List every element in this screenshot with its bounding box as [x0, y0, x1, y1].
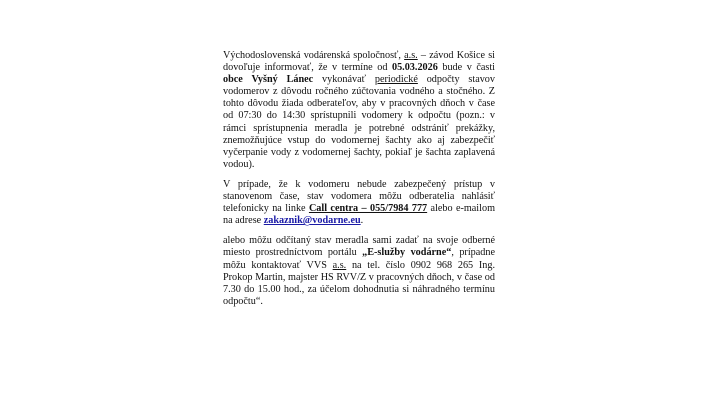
- company-abbrev: a.s.: [332, 259, 347, 271]
- paragraph-portal-contact: [223, 235, 495, 308]
- text-run: alebo e-mailom na adrese: [223, 203, 495, 227]
- paragraph-reading-schedule: [223, 50, 495, 171]
- start-date: 05.03.2026: [391, 62, 438, 74]
- text-run: .: [360, 215, 364, 227]
- text-run: vykonávať: [313, 74, 375, 86]
- municipality-name: obce Vyšný Lánec: [223, 74, 314, 86]
- text-run: Východoslovenská vodárenská spoločnosť,: [223, 50, 405, 61]
- text-run: bude v časti: [437, 62, 495, 74]
- company-abbrev: a.s.: [404, 50, 418, 61]
- portal-name: „E-služby vodárne“: [362, 247, 452, 259]
- text-run: V prípade, že k vodomeru nebude zabezpečený prístup v stanovenom čase, stav vodomera môžu odberatelia nahlásiť telefonicky na linke: [223, 178, 495, 215]
- text-run: na tel. číslo 0902 968 265 Ing. Prokop Martin, majster HS RVV/Z v pracovných dňoch, v čase od 7.30 do 15.00 hod., za účelom dohodnutia si náhradného termínu odpočtu“.: [223, 259, 495, 307]
- text-run: , prípadne môžu kontaktovať VVS: [223, 247, 495, 271]
- periodic-word: periodické: [374, 74, 418, 86]
- text-run: – závod Košice si dovoľuje informovať, že v termíne od: [223, 50, 495, 74]
- text-run: alebo môžu odčítaný stav meradla sami zadať na svoje odberné miesto prostredníctvom portálu: [223, 235, 495, 259]
- email-link[interactable]: zakaznik@vodarne.eu: [263, 215, 361, 227]
- notice-body: [223, 50, 495, 316]
- text-run: odpočty stavov vodomerov z dôvodu ročného zúčtovania vodného a stočného. Z tohto dôvodu žiada odberateľov, aby v pracovných dňoch v čase od 07:30 do 14:30 sprístupnili vodomery k odpočtu (pozn.: v rámci sprístupnenia meradla je potrebné odstrániť prekážky, znemožňujúce vstup do vodomernej šachty ako aj zabezpečiť vyčerpanie vody z vodomernej šachty, pokiaľ je šachta zaplavená vodou).: [223, 74, 495, 170]
- call-centre-phone[interactable]: Call centra – 055/7984 777: [308, 203, 428, 215]
- paragraph-phone-reporting: [223, 179, 495, 227]
